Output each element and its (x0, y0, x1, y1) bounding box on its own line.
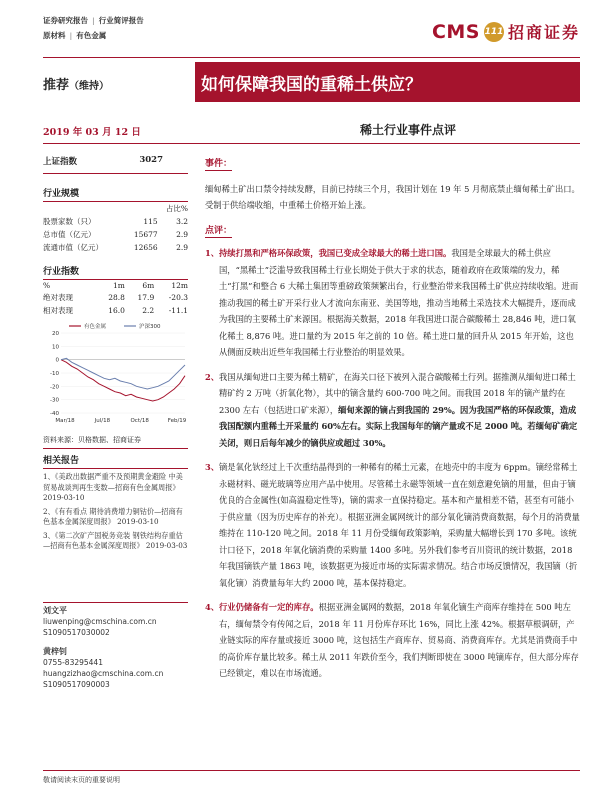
x-tick-label: Mar/18 (55, 418, 75, 424)
header-divider (43, 57, 580, 58)
point-2-text: 我国从缅甸进口主要为稀土精矿，在海关口径下被列入混合碳酸稀土行列。据推测从缅甸进口稀土精矿约 2 万吨（折氧化物），其中的镝含量约 600-700 吨之间。而我国 2018 年的镝产量约在 2300 左右（包括进口矿来源）， (219, 371, 576, 415)
point-3: 3、 镝是氧化钬经过上千次重结晶得到的一种稀有的稀土元素，在地壳中的丰度为 6ppm。镝经常稀土永磁材料、磁光玻璃等应用产品中使用。尽管稀土永磁等领域一直在刻意避免镝的用量，但由于镝优良的合金属性(如高温稳定性等)，镝的需求一直保持稳定。基本和产量相差不错，甚至有可能小于供应量（因为历史库存的补充）。根据亚洲金属网统计的部分氧化镝消费商数据，每个月的消费量维持在 110-120 吨之间。2018 年 11 月份受缅甸政策影响，采购量大幅增长到 170 多吨。该统计口径下，2018 年氧化镝消费的采购量 1400 多吨。另外我们参考百川资讯的统计数据，2018 年我国镝铁产量 1863 吨，该数据更为接近市场的实际需求情况。结合市场反馈情况，我国镝（折氧化镝）消费量每年大约 2000 吨，基本保持稳定。 (205, 462, 580, 588)
divider (43, 468, 188, 469)
x-tick-label: Jul/18 (94, 418, 111, 424)
point-3-text: 镝是氧化钬经过上千次重结晶得到的一种稀有的稀土元素，在地壳中的丰度为 6ppm。镝经常稀土永磁材料、磁光玻璃等应用产品中使用。尽管稀土永磁等领域一直在刻意避免镝的用量，但由于镝优良的合金属性(如高温稳定性等)，镝的需求一直保持稳定。基本和产量相差不错，甚至有可能小于供应量（因为历史库存的补充）。根据亚洲金属网统计的部分氧化镝消费商数据，每个月的消费量维持在 110-120 吨之间。2018 年 11 月份受缅甸政策影响，采购量大幅增长到 170 多吨。该统计口径下，2018 年氧化镝消费的采购量 1400 多吨。另外我们参考百川资讯的统计数据，2018 年我国镝铁产量 1863 吨，该数据更为接近市场的实际需求情况。结合市场反馈情况，我国镝（折氧化镝）消费量每年大约 2000 吨，基本保持稳定。 (219, 462, 580, 588)
point-4-text: 根据亚洲金属网的数据，2018 年氧化镝生产商库存维持在 500 吨左右，缅甸禁令有传闻之后，2018 年 11 月份库存环比 16%，同比上涨 42%。根据草根调研，产业链实际的库存量或接近 3000 吨，这包括生产商库存、贸易商、消费商库存。尤其是消费商手中的高价库存量比较多。稀土从 2011 年跌价至今，我们判断即使在 3000 吨镝库存，但大部分库存已经锁定，难以在市场流通。 (219, 602, 579, 678)
report-category: 证券研究报告 | 行业简评报告 原材料 | 有色金属 (43, 16, 144, 40)
analyst-id: S1090517030002 (43, 627, 110, 637)
index-label: 上证指数 (43, 157, 78, 167)
industry-index-chart (43, 321, 188, 431)
analyst-name: 黄梓钊 (43, 645, 67, 656)
point-1-lead: 持续打黑和严格环保政策，我国已变成全球最大的稀土进口国。 (219, 248, 452, 258)
title-divider (43, 143, 580, 144)
analyst-email[interactable]: huangzizhao@cmschina.com.cn (43, 668, 164, 678)
comment-heading: 点评： (205, 225, 233, 236)
point-2-bold: 缅甸来源的镝占到我国的 29%。因为我国严格的环保政策，造成我国配额内重稀土开采量约 60%左右。实际上我国每年的镝产量或不足 2000 吨。若缅甸矿确定关闭，则日后每年减少的镝供应或超过 30%。 (219, 404, 578, 448)
scale-title: 行业规模 (43, 189, 80, 199)
related-report-link[interactable]: 2、《有有看点 期待消费增力铜钴价—招商有色基本金属深度周报》 2019-03-10 (43, 506, 183, 526)
table-row: 总市值（亿元） 15677 2.9 (43, 230, 188, 239)
y-tick-label: -10 (50, 371, 59, 377)
chart-source: 资料来源：贝格数据、招商证券 (43, 436, 141, 444)
analyst-2 (43, 646, 188, 690)
perf-title: 行业指数 (43, 267, 80, 277)
legend-label: 有色金属 (84, 324, 107, 330)
rating (43, 74, 109, 93)
point-1-text: 我国是全球最大的稀土供应国，“黑稀土”泛滥导致我国稀土行业长期处于供大于求的状态，随着政府在政策端的发力，稀土“打黑”和整合 6 大稀土集团等重磅政策频繁出台，行业整治带来我国稀土矿供应持续收缩。进而推动我国的稀土矿开采行业人才流向东南亚、美国等地，推动当地稀土采选技术大幅提升，逐而成为我国的主要稀土矿来源国。根据海关数据，2018 年我国进口混合碳酸稀土 28,846 吨，进口氧化稀土 8,876 吨。进口量约为 2015 年之前的 10 倍。稀土进口量的回升从 2015 年开始，这也从侧面反映出近些年我国稀土行业整治的明显效果。 (219, 248, 579, 357)
divider (43, 448, 188, 449)
perf-table: % 1m 6m 12m 绝对表现 28.8 17.9 -20.3 相对表现 16.0 2.2 -11.1 (43, 281, 188, 315)
divider (43, 173, 188, 174)
series-line-2 (61, 358, 185, 389)
related-title: 相关报告 (43, 456, 80, 466)
point-2: 2、 我国从缅甸进口主要为稀土精矿，在海关口径下被列入混合碳酸稀土行列。据推测从缅甸进口稀土精矿约 2 万吨（折氧化物），其中的镝含量约 600-700 吨之间。而我国 2018 年的镝产量约在 2300 左右（包括进口矿来源），缅甸来源的镝占到我国的 29%。因为我国严格的环保政策，造成我国配额内重稀土开采量约 60%左右。实际上我国每年的镝产量或不足 2000 吨。若缅甸矿确定关闭，则日后每年减少的镝供应或超过 30%。 (205, 371, 578, 448)
logo-text: CMS (431, 20, 480, 43)
analyst-phone: 0755-83295441 (43, 657, 103, 667)
subsector-label: 有色金属 (76, 31, 107, 40)
analyst-id: S1090517090003 (43, 679, 110, 689)
table-row: 绝对表现 28.8 17.9 -20.3 (43, 293, 188, 302)
report-title: 如何保障我国的重稀土供应？ (195, 62, 580, 102)
event-heading: 事件： (205, 159, 233, 169)
index-row (43, 155, 188, 167)
x-tick-label: Oct/18 (130, 418, 149, 424)
y-tick-label: -30 (50, 397, 59, 404)
footer-note: 敬请阅读末页的重要说明 (43, 776, 120, 784)
rating-sub: （维持） (69, 81, 110, 92)
point-1: 1、 持续打黑和严格环保政策，我国已变成全球最大的稀土进口国。我国是全球最大的稀土供应国，“黑稀土”泛滥导致我国稀土行业长期处于供大于求的状态，随着政府在政策端的发力，稀土“打黑”和整合 6 大稀土集团等重磅政策频繁出台，行业整治带来我国稀土矿供应持续收缩。进而推动我国的稀土矿开采行业人才流向东南亚、美国等地，推动当地稀土采选技术大幅提升，逐而成为我国的主要稀土矿来源国。根据海关数据，2018 年我国进口混合碳酸稀土 28,846 吨，进口氧化稀土 8,876 吨。进口量约为 2015 年之前的 10 倍。稀土进口量的回升从 2015 年开始，这也从侧面反映出近些年我国稀土行业整治的明显效果。 (205, 248, 579, 357)
event-text: 缅甸稀土矿出口禁令持续发酵，目前已持续三个月，我国计划在 19 年 5 月彻底禁止缅甸稀土矿出口。受制于供给端收缩，中重稀土价格开始上涨。 (205, 183, 580, 210)
report-body (205, 155, 580, 682)
point-4: 4、 行业仍储备有一定的库存。根据亚洲金属网的数据，2018 年氧化镝生产商库存维持在 500 吨左右，缅甸禁令有传闻之后，2018 年 11 月份库存环比 16%，同比上涨 42%。根据草根调研，产业链实际的库存量或接近 3000 吨，这包括生产商库存、贸易商、消费商库存。尤其是消费商手中的高价库存量比较多。稀土从 2011 年跌价至今，我们判断即使在 3000 吨镝库存，但大部分库存已经锁定，难以在市场流通。 (205, 602, 579, 678)
y-tick-label: -20 (50, 384, 59, 391)
scale-table (43, 202, 188, 254)
y-tick-label: 0 (55, 357, 59, 364)
report-subtype-label: 行业简评报告 (98, 16, 144, 25)
table-row: 股票家数（只） 115 3.2 (43, 217, 188, 226)
point-4-lead: 行业仍储备有一定的库存。 (219, 602, 319, 612)
related-reports (43, 472, 188, 552)
analyst-name: 刘文平 (43, 604, 67, 615)
rating-value: 推荐 (43, 78, 70, 93)
y-tick-label: -40 (50, 411, 59, 417)
y-tick-label: 20 (52, 331, 59, 337)
index-value: 3027 (139, 155, 163, 165)
x-tick-label: Feb/19 (167, 418, 187, 424)
logo-seal-icon: 111 (484, 22, 504, 42)
divider (43, 602, 188, 603)
cms-logo (432, 20, 580, 43)
y-tick-label: 10 (52, 344, 59, 351)
table-row: 相对表现 16.0 2.2 -11.1 (43, 306, 188, 315)
footer-divider (43, 770, 580, 771)
scale-header: 占比% (165, 204, 188, 213)
report-date: 2019 年 03 月 12 日 (43, 127, 141, 138)
related-report-link[interactable]: 1、《美政出数据严重不及预期黄金避险 中美贸易战谈判再生变数—招商有色金属周报》 2019-03-10 (43, 472, 183, 502)
report-type-label: 证券研究报告 (43, 16, 88, 25)
table-row: 流通市值（亿元） 12656 2.9 (43, 243, 188, 252)
report-subtitle: 稀土行业事件点评 (360, 123, 457, 137)
analyst-email[interactable]: liuwenping@cmschina.com.cn (43, 616, 157, 626)
legend-label: 沪深300 (139, 324, 161, 330)
sidebar (43, 155, 188, 690)
logo-cn-text: 招商证券 (507, 23, 580, 42)
related-report-link[interactable]: 3、《第二次矿产国税务竞装 钢铁结构存重估—招商有色基本金属深度周报》 2019-03-03 (43, 530, 188, 550)
sector-label: 原材料 (43, 31, 66, 40)
analyst-1 (43, 605, 188, 638)
